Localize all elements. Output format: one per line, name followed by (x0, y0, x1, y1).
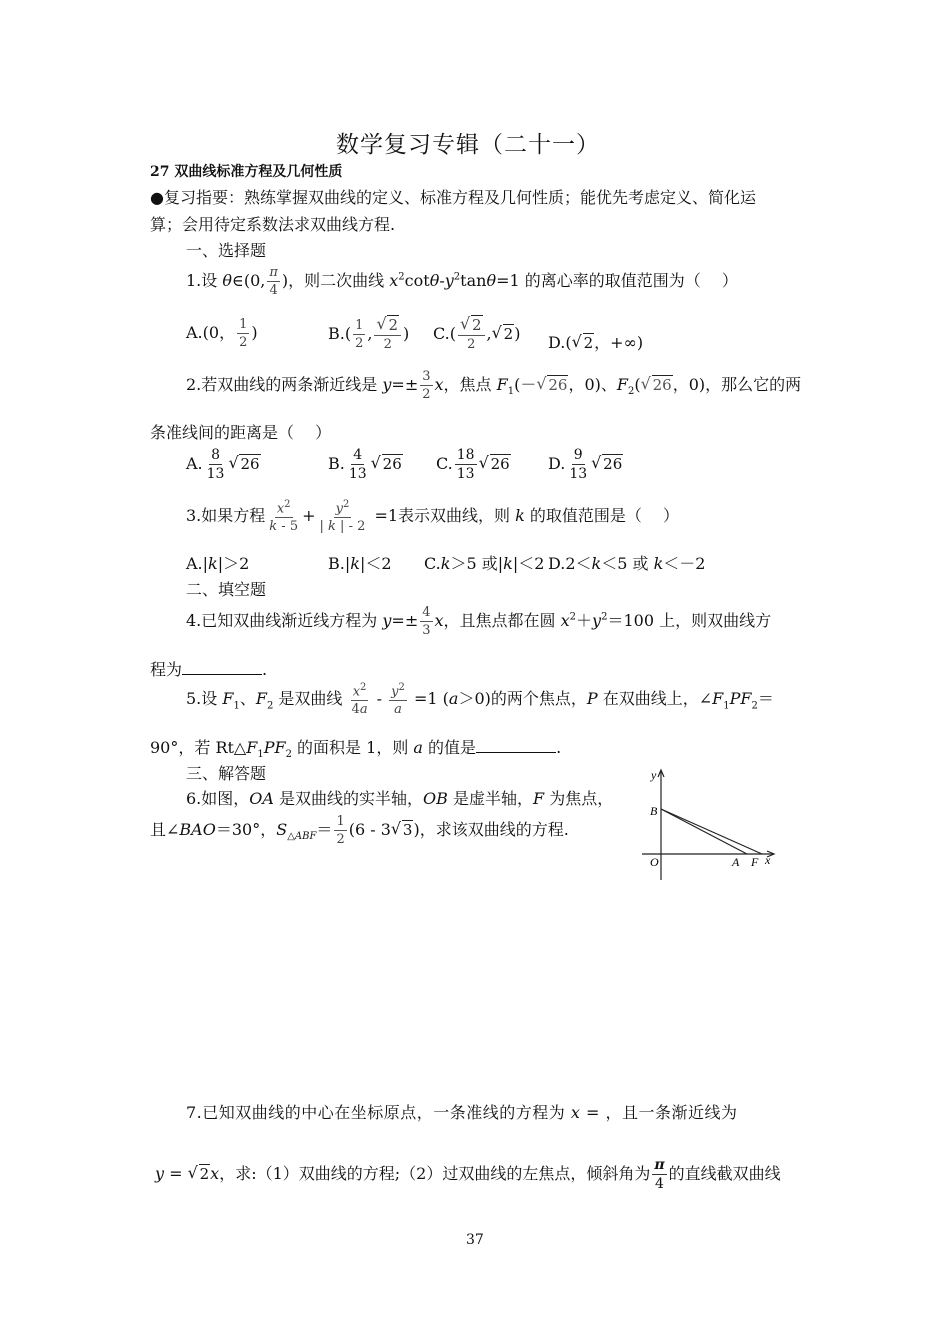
label-F: F (751, 855, 759, 869)
option-1d: D.(√ 2，+∞) (548, 330, 643, 353)
question-7: 7.已知双曲线的中心在坐标原点，一条准线的方程为 x = ，且一条渐近线为 (186, 1103, 738, 1122)
segment-BA (661, 809, 747, 854)
label-O: O (650, 855, 659, 869)
question-6: 6.如图，OA 是双曲线的实半轴，OB 是虚半轴，F 为焦点， (186, 789, 614, 808)
option-1b: B.( $\frac{1}{2}$ , √ $\frac{2}{2}$ ) (328, 318, 409, 351)
question-7-cont: y = √ 2x，求:（1）双曲线的方程;（2）过双曲线的左焦点，倾斜角为 $\frac{\pi}{4}$ 的直线截双曲线 (155, 1158, 781, 1191)
option-2d: D. $\frac{9}{13}$ √ 26 (548, 448, 623, 481)
label-y: y (651, 768, 657, 782)
option-1a: A.(0， $\frac{1}{2}$ ) (186, 317, 258, 350)
section-heading: 27 双曲线标准方程及几何性质 (150, 164, 343, 180)
page-number: 37 (466, 1232, 484, 1248)
question-2-options (186, 447, 623, 482)
option-1c: C.( √ $\frac{2}{2}$ ,√ 2) (433, 318, 520, 351)
question-2-cont: 条准线间的距离是（ ） (150, 423, 332, 442)
section-choice-heading: 一、选择题 (186, 241, 267, 260)
section-fill-heading: 二、填空题 (186, 580, 267, 599)
section-solve-heading: 三、解答题 (186, 764, 267, 783)
answer-blank-4 (182, 660, 262, 675)
option-2c: C. $\frac{18}{13}$ √ 26 (436, 448, 511, 481)
question-4-cont: 程为 . (150, 660, 268, 679)
label-B: B (650, 804, 658, 818)
page-title: 数学复习专辑（二十一） (336, 132, 600, 158)
guide-line-2: 算；会用待定系数法求双曲线方程. (150, 215, 396, 234)
question-4: 4.已知双曲线渐近线方程为 y=± $\frac{4}{3}$ x，且焦点都在圆 $x^2+y^2=100$ 上，则双曲线方 (186, 605, 772, 638)
label-A: A (732, 855, 740, 869)
question-5-cont: 90°，若 $Rt\triangle F_1PF_2$ 的面积是 1，则 a 的值是 . (150, 738, 562, 761)
segment-BF (661, 809, 762, 854)
option-3b: B.|k|＜2 (328, 554, 392, 573)
question-5: 5.设 $F_1$、$F_2$ 是双曲线 $\frac{x^2}{4a}$ - $\frac{y^2}{a}$ =1 (a＞0)的两个焦点，P 在双曲线上，$\angle F_1PF_2=$ (186, 682, 774, 718)
question-2: 2.若双曲线的两条渐近线是 y=± $\frac{3}{2}$ x，焦点 $F_1(-√$ 26，0)、$F_2(√$ 26，0)，那么它的两 (186, 370, 801, 401)
question-6-cont: 且∠BAO＝30°，$S_{\triangle ABF}=$ $\frac{1}{2}$ (6 - 3√ 3)，求该双曲线的方程. (150, 815, 569, 846)
option-3a: A.|k|＞2 (186, 554, 250, 573)
answer-blank-5 (476, 738, 556, 753)
guide-line-1: ●复习指要：熟练掌握双曲线的定义、标准方程及几何性质；能优先考虑定义、简化运 (150, 188, 756, 207)
label-x: x (765, 853, 771, 867)
option-2a: A. $\frac{8}{13}$ √ 26 (186, 454, 261, 473)
option-3d: D.2＜k＜5 或 k＜－2 (548, 554, 706, 573)
option-2b: B. $\frac{4}{13}$ √ 26 (328, 448, 403, 481)
figure-hyperbola-axes (640, 765, 780, 885)
question-1-options (186, 316, 644, 352)
question-3-options (186, 551, 706, 574)
question-3: 3.如果方程 $\frac{x^2}{k - 5}$ + $\frac{y^2}{| k | - 2}$ =1表示双曲线，则 k 的取值范围是（ ） (186, 499, 680, 535)
question-1: 1.设 θ∈(0, $\frac{\pi}{4}$ )，则二次曲线 $x^2\cot\theta-y^2\tan\theta=1$ 的离心率的取值范围为（ ） (186, 265, 738, 298)
option-3c: C.k＞5 或|k|＜2 (424, 554, 545, 573)
